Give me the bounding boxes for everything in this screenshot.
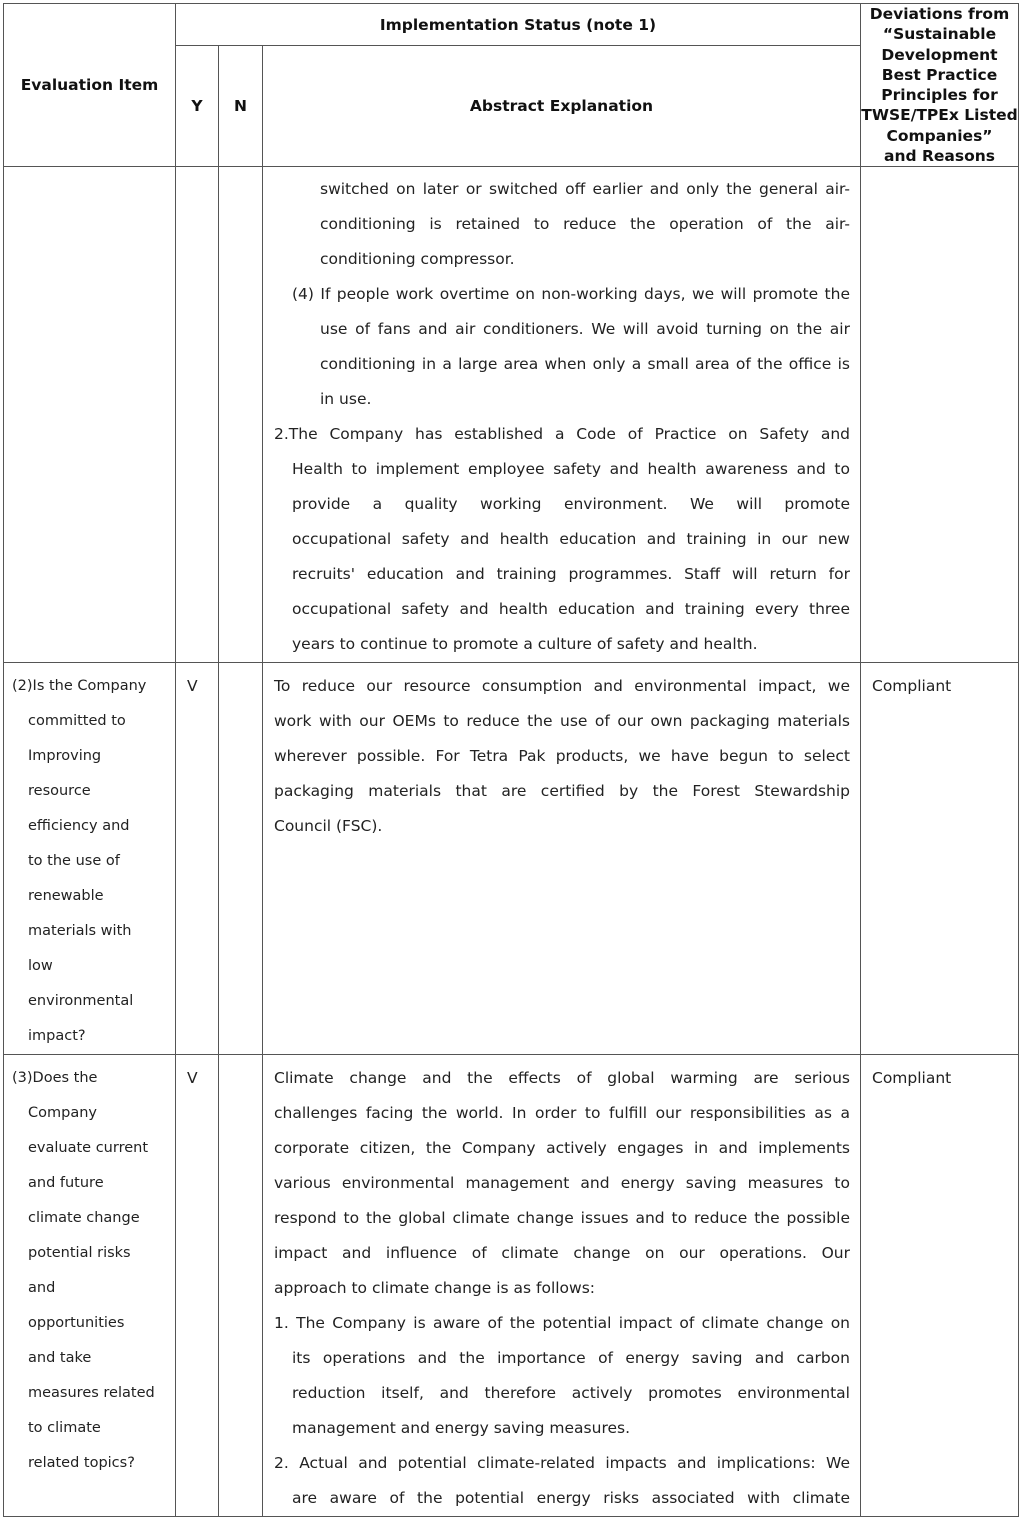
n-cell xyxy=(219,663,263,1055)
item-line: renewable xyxy=(28,888,104,905)
item-line: climate change xyxy=(28,1210,140,1227)
evaluation-table xyxy=(3,3,1019,1517)
explanation-line: challenges facing the world. In order to fulfill our responsibilities as a xyxy=(274,1104,850,1123)
deviations-line: TWSE/TPEx Listed xyxy=(861,106,1018,125)
item-line: impact? xyxy=(28,1028,86,1045)
explanation-line: corporate citizen, the Company actively engages in and implements xyxy=(274,1139,850,1158)
item-line: measures related xyxy=(28,1385,155,1402)
item-line: Improving xyxy=(28,748,102,765)
explanation-line: Council (FSC). xyxy=(274,817,383,836)
explanation-line: occupational safety and health education and training every three xyxy=(292,600,850,619)
header-implementation-status: Implementation Status (note 1) xyxy=(176,4,861,46)
n-cell xyxy=(219,1055,263,1517)
explanation-line: To reduce our resource consumption and environmental impact, we xyxy=(274,677,850,696)
explanation-line: occupational safety and health education and training in our new xyxy=(292,530,850,549)
item-line: to the use of xyxy=(28,853,120,870)
explanation-cell xyxy=(263,663,861,1055)
y-cell xyxy=(176,167,219,663)
explanation-line: 2.The Company has established a Code of Practice on Safety and xyxy=(274,425,850,444)
explanation-line: approach to climate change is as follows: xyxy=(274,1279,596,1298)
item-line: opportunities xyxy=(28,1315,125,1332)
header-abstract-explanation: Abstract Explanation xyxy=(263,46,861,167)
explanation-line: reduction itself, and therefore actively promotes environmental xyxy=(292,1384,850,1403)
explanation-line: are aware of the potential energy risks associated with climate xyxy=(292,1489,850,1508)
explanation-line: conditioning in a large area when only a small area of the office is xyxy=(320,355,850,374)
header-y: Y xyxy=(176,46,219,167)
explanation-line: its operations and the importance of energy saving and carbon xyxy=(292,1349,850,1368)
explanation-line: work with our OEMs to reduce the use of our own packaging materials xyxy=(274,712,850,731)
item-line: environmental xyxy=(28,993,134,1010)
y-cell: V xyxy=(176,663,219,1055)
explanation-line: wherever possible. For Tetra Pak products, we have begun to select xyxy=(274,747,850,766)
evaluation-item-cell xyxy=(4,167,176,663)
item-line: evaluate current xyxy=(28,1140,149,1157)
explanation-line: impact and influence of climate change on our operations. Our xyxy=(274,1244,850,1263)
explanation-line: use of fans and air conditioners. We will avoid turning on the air xyxy=(320,320,850,339)
explanation-cell xyxy=(263,1055,861,1517)
status-cell: Compliant xyxy=(861,1055,1019,1517)
explanation-line: 1. The Company is aware of the potential impact of climate change on xyxy=(274,1314,850,1333)
item-line: materials with xyxy=(28,923,132,940)
explanation-line: management and energy saving measures. xyxy=(292,1419,631,1438)
explanation-line: packaging materials that are certified by the Forest Stewardship xyxy=(274,782,850,801)
item-line: resource xyxy=(28,783,91,800)
table-row xyxy=(4,167,1019,663)
explanation-cell xyxy=(263,167,861,663)
explanation-line: various environmental management and energy saving measures to xyxy=(274,1174,850,1193)
item-line: efficiency and xyxy=(28,818,130,835)
item-line: committed to xyxy=(28,713,126,730)
deviations-line: Companies” xyxy=(886,126,993,145)
explanation-line: conditioning compressor. xyxy=(320,250,515,269)
deviations-line: Principles for xyxy=(881,86,998,105)
explanation-line: Health to implement employee safety and health awareness and to xyxy=(292,460,850,479)
explanation-line: 2. Actual and potential climate-related impacts and implications: We xyxy=(274,1454,850,1473)
evaluation-item-cell xyxy=(4,663,176,1055)
item-line: low xyxy=(28,958,53,975)
header-deviations xyxy=(861,4,1019,167)
status-cell xyxy=(861,167,1019,663)
item-line: related topics? xyxy=(28,1455,135,1472)
status-cell: Compliant xyxy=(861,663,1019,1055)
n-cell xyxy=(219,167,263,663)
table-row xyxy=(4,1055,1019,1517)
item-line: Company xyxy=(28,1105,97,1122)
item-line: potential risks xyxy=(28,1245,131,1262)
deviations-line: Development xyxy=(881,45,998,64)
explanation-line: years to continue to promote a culture of safety and health. xyxy=(292,635,758,654)
item-line: (3)Does the xyxy=(12,1070,98,1087)
item-line: and future xyxy=(28,1175,104,1192)
explanation-line: (4) If people work overtime on non-working days, we will promote the xyxy=(292,285,850,304)
item-line: and xyxy=(28,1280,56,1297)
explanation-line: conditioning is retained to reduce the operation of the air- xyxy=(320,215,850,234)
y-cell: V xyxy=(176,1055,219,1517)
deviations-line: Deviations from xyxy=(869,5,1010,23)
explanation-line: respond to the global climate change issues and to reduce the possible xyxy=(274,1209,850,1228)
header-evaluation-item: Evaluation Item xyxy=(4,4,176,167)
deviations-line: and Reasons xyxy=(883,147,996,166)
evaluation-item-cell xyxy=(4,1055,176,1517)
deviations-line: “Sustainable xyxy=(882,25,997,44)
item-line: and take xyxy=(28,1350,92,1367)
item-line: (2)Is the Company xyxy=(12,678,147,695)
explanation-line: Climate change and the effects of global warming are serious xyxy=(274,1069,850,1088)
explanation-line: switched on later or switched off earlier and only the general air- xyxy=(320,180,850,199)
item-line: to climate xyxy=(28,1420,101,1437)
explanation-line: recruits' education and training programmes. Staff will return for xyxy=(292,565,850,584)
explanation-line: in use. xyxy=(320,390,372,409)
table-row xyxy=(4,663,1019,1055)
header-n: N xyxy=(219,46,263,167)
explanation-line: provide a quality working environment. We will promote xyxy=(292,495,850,514)
deviations-line: Best Practice xyxy=(881,65,998,84)
